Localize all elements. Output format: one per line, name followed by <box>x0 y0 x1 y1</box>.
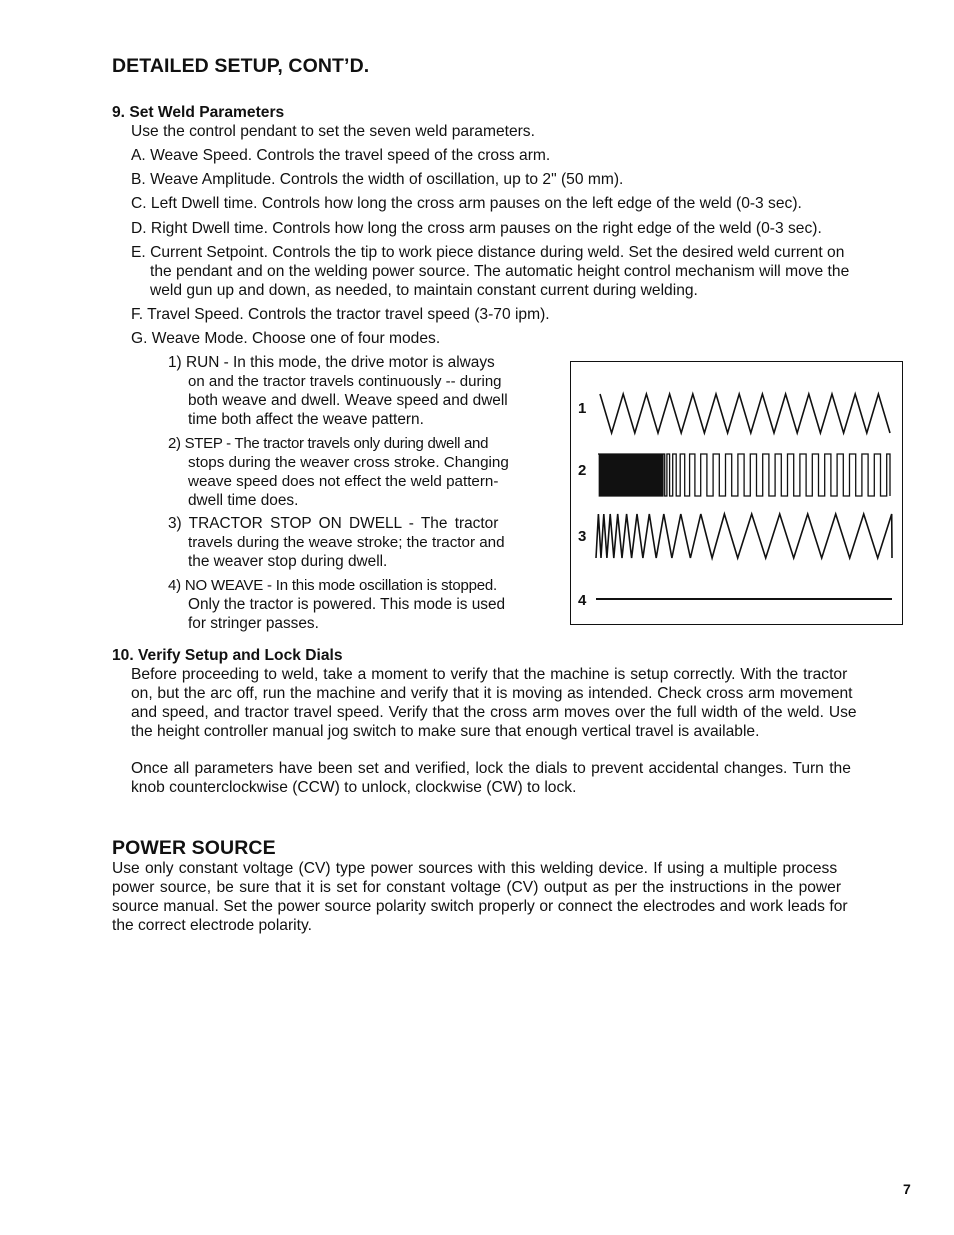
figure-label-4: 4 <box>577 591 586 609</box>
mode-run-line4: time both affect the weave pattern. <box>188 411 424 428</box>
mode-tractor-stop-line2: travels during the weave stroke; the tractor and <box>188 534 505 551</box>
mode-step <box>168 434 538 510</box>
mode-step-line2: stops during the weaver cross stroke. Changing <box>188 454 509 471</box>
param-right-dwell: D. Right Dwell time. Controls how long the cross arm pauses on the right edge of the weld (0-3 sec). <box>131 220 822 237</box>
param-travel-speed: F. Travel Speed. Controls the tractor travel speed (3-70 ipm). <box>131 306 550 323</box>
mode-tractor-stop-line3: the weaver stop during dwell. <box>188 553 388 570</box>
step10-p1-line2: on, but the arc off, run the machine and verify that it is moving as intended. Check cross arm movement <box>131 685 853 702</box>
param-current-setpoint-line3: weld gun up and down, as needed, to maintain constant current during welding. <box>150 282 698 299</box>
step10-p1-line1: Before proceeding to weld, take a moment to verify that the machine is setup correctly. With the tractor <box>131 666 848 683</box>
mode-no-weave-line1: 4) NO WEAVE - In this mode oscillation is stopped. <box>168 577 498 594</box>
figure-label-1: 1 <box>577 399 586 417</box>
param-current-setpoint-line2: the pendant and on the welding power source. The automatic height control mechanism will move the <box>150 263 850 280</box>
mode-no-weave-line2: Only the tractor is powered. This mode is used <box>188 596 506 613</box>
param-weave-mode: G. Weave Mode. Choose one of four modes. <box>131 330 441 347</box>
weave-step-pattern <box>598 454 890 496</box>
mode-step-line4: dwell time does. <box>188 492 299 509</box>
figure-label-3: 3 <box>577 527 586 545</box>
mode-no-weave-line3: for stringer passes. <box>188 615 319 632</box>
step10-p2-line2: knob counterclockwise (CCW) to unlock, clockwise (CW) to lock. <box>131 779 577 796</box>
step10-p1-line3: and speed, and tractor travel speed. Verify that the cross arm moves over the full width of the weld. Use <box>131 704 857 721</box>
weave-pattern-drawing <box>570 361 903 625</box>
power-source-title: POWER SOURCE <box>112 837 276 859</box>
figure-label-2: 2 <box>577 461 586 479</box>
mode-step-line1: 2) STEP - The tractor travels only during dwell and <box>168 435 489 452</box>
step10-paragraph2 <box>131 759 912 797</box>
mode-run <box>168 353 538 429</box>
power-source-paragraph <box>112 859 912 935</box>
step10-heading: 10. Verify Setup and Lock Dials <box>112 647 343 664</box>
section-title: DETAILED SETUP, CONT’D. <box>112 55 370 77</box>
weave-tractor-stop-pattern <box>596 514 892 558</box>
page-number: 7 <box>903 1181 911 1197</box>
param-left-dwell: C. Left Dwell time. Controls how long the cross arm pauses on the left edge of the weld (0-3 sec). <box>131 195 802 212</box>
step9-intro: Use the control pendant to set the seven weld parameters. <box>131 123 535 140</box>
mode-run-line1: 1) RUN - In this mode, the drive motor is always <box>168 354 495 371</box>
power-line3: source manual. Set the power source polarity switch properly or connect the electrodes and work leads for <box>112 898 848 915</box>
power-line4: the correct electrode polarity. <box>112 917 312 934</box>
step9-heading: 9. Set Weld Parameters <box>112 104 285 121</box>
weave-pattern-figure <box>570 361 903 625</box>
param-weave-amplitude: B. Weave Amplitude. Controls the width of oscillation, up to 2" (50 mm). <box>131 171 624 188</box>
mode-no-weave <box>168 576 538 633</box>
step10-paragraph1 <box>131 665 912 741</box>
mode-tractor-stop <box>168 514 538 571</box>
mode-run-line2: on and the tractor travels continuously -- during <box>188 373 502 390</box>
step10-p2-line1: Once all parameters have been set and verified, lock the dials to prevent accidental changes. Turn the <box>131 760 851 777</box>
mode-step-line3: weave speed does not effect the weld pattern- <box>188 473 499 490</box>
weave-run-pattern <box>600 394 890 433</box>
power-line2: power source, be sure that it is set for constant voltage (CV) output as per the instructions in the power <box>112 879 842 896</box>
power-line1: Use only constant voltage (CV) type power sources with this welding device. If using a multiple process <box>112 860 838 877</box>
param-weave-speed: A. Weave Speed. Controls the travel speed of the cross arm. <box>131 147 551 164</box>
mode-tractor-stop-line1: 3) TRACTOR STOP ON DWELL - The tractor <box>168 515 499 532</box>
param-current-setpoint: E. Current Setpoint. Controls the tip to work piece distance during weld. Set the desired weld current on <box>131 244 845 261</box>
step10-p1-line4: the height controller manual jog switch to make sure that enough vertical travel is available. <box>131 723 760 740</box>
mode-run-line3: both weave and dwell. Weave speed and dwell <box>188 392 508 409</box>
